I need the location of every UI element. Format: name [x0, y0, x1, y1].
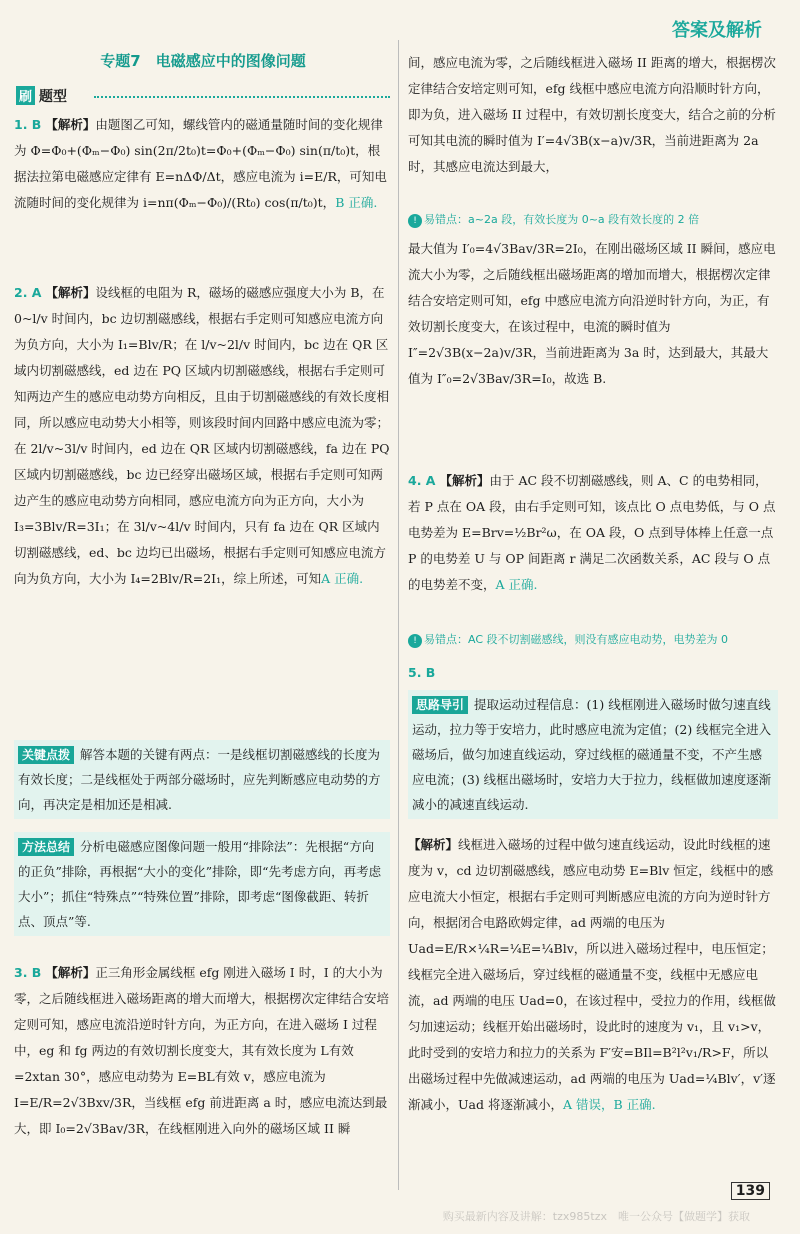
pitfall-1-text: 易错点：a~2a 段，有效长度为 0~a 段有效长度的 2 倍 — [424, 213, 700, 226]
q5-text: 线框进入磁场的过程中做匀速直线运动，设此时线框的速度为 v，cd 边切割磁感线，感应电动势 E=Blv 恒定，线框中的感应电流大小恒定，根据右手定则可判断感应电流的方向为逆时针方向，根据闭合电路欧姆定律，ad 两端的电压为 Uad=E/R×¼R=¼E=¼Blv，所以进入磁场过程中，电压恒定；线框完全进入磁场后，穿过线框的磁通量不变，线框中无感应电流，ad 两端的电压 Uad=0，在该过程中，受拉力的作用，线框做匀加速运动；线框开始出磁场时，设此时的速度为 v₁，且 v₁>v，此时受到的安培力和拉力的关系为 F′安=BIl=B²l²v₁/R>F，所以出磁场过程中先做减速运动，ad 两端的电压为 Uad=¼Blv′，v′逐渐减小，Uad 将逐渐减小， — [408, 837, 776, 1112]
pitfall-2-text: 易错点：AC 段不切割磁感线，则没有感应电动势，电势差为 0 — [424, 633, 729, 646]
key-label: 关键点拨 — [18, 746, 74, 764]
section-divider — [94, 96, 390, 98]
q2-answer: A 正确. — [321, 571, 364, 586]
section-label: 题型 — [39, 89, 68, 105]
q4-answer: A 正确. — [495, 577, 538, 592]
method-note-box — [14, 832, 390, 936]
method-label: 方法总结 — [18, 838, 74, 856]
q4-number: 4. A — [408, 473, 436, 488]
q1-tag: 【解析】 — [45, 117, 96, 132]
q4-text: 由于 AC 段不切割磁感线，则 A、C 的电势相同，若 P 点在 OA 段，由右手定则可知，该点比 O 点电势低，与 O 点电势差为 E=Brv=½Br²ω，在 OA 段，O 点到导体棒上任意一点 P 的电势差 U 与 OP 间距离 r 满足二次函数关系，AC 段与 O 点的电势差不变， — [408, 473, 776, 592]
question-3 — [14, 960, 392, 1142]
question-5 — [408, 832, 780, 1118]
q5-answer: A 错误，B 正确. — [562, 1097, 656, 1112]
q3-continued-2: 最大值为 I′₀=4√3Bav/3R=2I₀，在刚出磁场区域 II 瞬间，感应电流大小为零，之后随线框出磁场距离的增加而增大，根据楞次定律结合安培定则可知，efg 中感应电流方向沿逆时针方向，为正，有效切割长度变大，在该过程中，电流的瞬时值为 I″=2√3B(x−2a)v/3R，当前进距离为 3a 时，达到最大，其最大值为 I″₀=2√3Bav/3R=I₀，故选 B. — [408, 241, 776, 386]
guide-note-box — [408, 690, 778, 819]
q1-answer: B 正确. — [335, 195, 378, 210]
q1-number: 1. B — [14, 117, 42, 132]
q3-number: 3. B — [14, 965, 42, 980]
q5-tag: 【解析】 — [408, 837, 459, 852]
q4-tag: 【解析】 — [439, 473, 490, 488]
method-text: 分析电磁感应图像问题一般用“排除法”：先根据“方向的正负”排除，再根据“大小的变化”排除，即“先考虑方向，再考虑大小”；抓住“特殊点”“特殊位置”排除，即考虑“图像截距、转折点、顶点”等. — [18, 839, 382, 929]
page-number: 139 — [731, 1182, 770, 1200]
q2-tag: 【解析】 — [45, 285, 96, 300]
key-text: 解答本题的关键有两点：一是线框切割磁感线的长度为有效长度；二是线框处于两部分磁场时，应先判断感应电动势的方向，再决定是相加还是相减. — [18, 747, 381, 812]
section-badge: 刷 — [16, 86, 35, 105]
q3-text: 正三角形金属线框 efg 刚进入磁场 I 时，I 的大小为零，之后随线框进入磁场距离的增大而增大，根据楞次定律结合安培定则可知，感应电流沿逆时针方向，为正方向，在进入磁场 I 过程中，eg 和 fg 两边的有效切割长度变大，其有效长度为 L有效=2xtan 30°，感应电动势为 E=BL有效 v，感应电流为 I=E/R=2√3Bxv/3R，当线框 efg 前进距离 a 时，感应电流达到最大，即 I₀=2√3Bav/3R，在线框刚进入向外的磁场区域 II 瞬 — [14, 965, 390, 1136]
watermark: 购买最新内容及讲解：tzx985tzx 唯一公众号【做题学】获取 — [442, 1210, 750, 1223]
guide-text: 提取运动过程信息：(1) 线框刚进入磁场时做匀速直线运动，拉力等于安培力，此时感应电流为定值；(2) 线框完全进入磁场后，做匀加速直线运动，穿过线框的磁通量不变，不产生感应电流；(3) 线框出磁场时，安培力大于拉力，线框做加速度逐渐减小的减速直线运动. — [412, 697, 772, 812]
q3-tag: 【解析】 — [45, 965, 96, 980]
pitfall-2 — [408, 632, 780, 648]
question-2 — [14, 280, 392, 592]
q3-continued: 间，感应电流为零，之后随线框进入磁场 II 距离的增大，根据楞次定律结合安培定则可知，efg 线框中感应电流方向沿顺时针方向，即为负，进入磁场 II 过程中，有效切割长度变大，结合之前的分析可知其电流的瞬时值为 I′=4√3B(x−a)v/3R，当前进距离为 2a 时，其感应电流达到最大， — [408, 55, 776, 174]
section-tag — [16, 86, 67, 106]
q2-text: 设线框的电阻为 R，磁场的磁感应强度大小为 B，在 0~l/v 时间内，bc 边切割磁感线，根据右手定则可知感应电流方向为负方向，大小为 I₁=Blv/R；在 l/v~2l/v 时间内，bc 边在 QR 区域内切割磁感线，ed 边在 PQ 区域内切割磁感线，根据右手定则可知两边产生的感应电动势方向相反，且由于切割磁感线的有效长度相同，所以感应电动势大小相等，则该段时间内回路中感应电流为零；在 2l/v~3l/v 时间内，ed 边在 QR 区域内切割磁感线，fa 边在 PQ 区域内切割磁感线，bc 边已经穿出磁场区域，根据右手定则可知两边产生的感应电动势方向相同，感应电流方向为正方向，大小为 I₃=3Blv/R=3I₁；在 3l/v~4l/v 时间内，只有 fa 边在 QR 区域内切割磁感线，ed、bc 边均已出磁场，根据右手定则可知感应电流方向为负方向，大小为 I₄=2Blv/R=2I₁，综上所述，可知 — [14, 285, 390, 586]
question-5-number — [408, 660, 780, 686]
answer-header: 答案及解析 — [672, 20, 762, 41]
warning-icon: ! — [408, 634, 422, 648]
pitfall-1 — [408, 212, 780, 228]
question-1 — [14, 112, 392, 216]
warning-icon: ! — [408, 214, 422, 228]
column-divider — [398, 40, 399, 1190]
key-note-box — [14, 740, 390, 819]
page-title: 专题7 电磁感应中的图像问题 — [100, 52, 306, 70]
guide-label: 思路导引 — [412, 696, 468, 714]
q2-number: 2. A — [14, 285, 42, 300]
question-4 — [408, 468, 780, 598]
q1-text: 由题图乙可知，螺线管内的磁通量随时间的变化规律为 Φ=Φ₀+(Φₘ−Φ₀) sin(2π/2t₀)t=Φ₀+(Φₘ−Φ₀) sin(π/t₀)t，根据法拉第电磁感应定律有 E=nΔΦ/Δt，感应电流为 i=E/R，可知电流随时间的变化规律为 i=nπ(Φₘ−Φ₀)/(Rt₀) cos(π/t₀)t， — [14, 117, 387, 210]
q5-number: 5. B — [408, 665, 436, 680]
